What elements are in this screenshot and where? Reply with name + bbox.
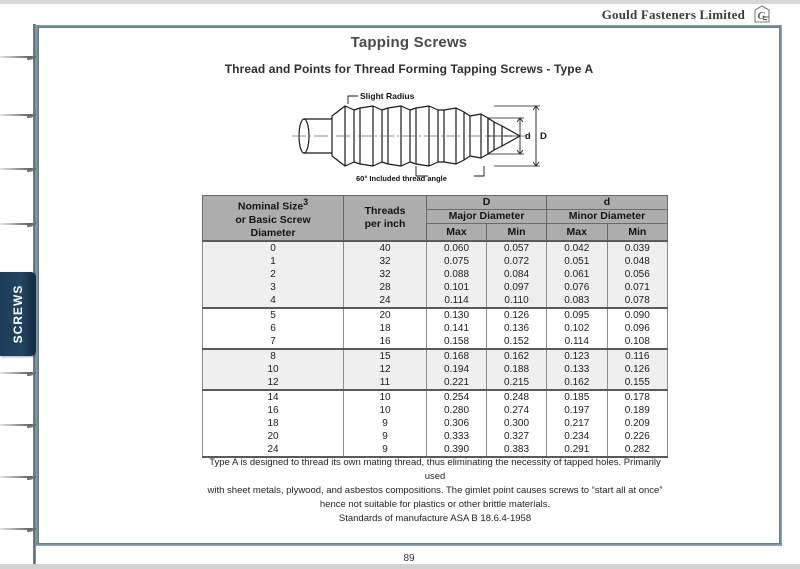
note-line-4: Standards of manufacture ASA B 18.6.4-1958 [338, 513, 532, 524]
col-header-nominal-size: Nominal Size$^3$ or Basic Screw Diameter [203, 196, 344, 241]
table-row [203, 322, 668, 335]
tab-divider [0, 114, 36, 116]
cell-threads-per-inch: 10 [344, 404, 427, 417]
col-header-major-max: Max [427, 223, 487, 241]
index-tab-rail [0, 4, 38, 564]
sidebar-tab-screws-label: SCREWS [11, 284, 25, 344]
sidebar-tab-screws[interactable] [0, 272, 36, 356]
cell-major-min: 0.097 [487, 281, 547, 294]
table-row [203, 294, 668, 308]
cell-major-min: 0.274 [487, 404, 547, 417]
cell-minor-min: 0.048 [607, 255, 668, 268]
cell-minor-max: 0.076 [547, 281, 607, 294]
table-header-row-1 [203, 196, 668, 210]
cell-major-min: 0.057 [487, 241, 547, 255]
col-header-major-diameter: Major Diameter [427, 209, 547, 223]
table-row [203, 268, 668, 281]
svg-text:G: G [757, 10, 766, 22]
cell-minor-min: 0.155 [607, 376, 668, 390]
cell-major-max: 0.333 [427, 430, 487, 443]
page-subtitle: Thread and Points for Thread Forming Tapping Screws - Type A [224, 62, 594, 76]
table-row [203, 281, 668, 294]
diagram-label-major-diameter: D [540, 131, 547, 142]
title-block [36, 34, 782, 76]
page-frame-right [779, 25, 782, 546]
cell-nominal-size: 6 [203, 322, 344, 335]
cell-nominal-size: 8 [203, 349, 344, 363]
cell-major-max: 0.114 [427, 294, 487, 308]
tab-divider [0, 476, 36, 478]
cell-threads-per-inch: 9 [344, 417, 427, 430]
cell-nominal-size: 18 [203, 417, 344, 430]
col-header-threads-per-inch: Threads per inch [344, 196, 427, 241]
cell-major-max: 0.075 [427, 255, 487, 268]
notes-block [202, 456, 668, 526]
cell-major-max: 0.141 [427, 322, 487, 335]
cell-major-min: 0.110 [487, 294, 547, 308]
cell-minor-max: 0.217 [547, 417, 607, 430]
cell-minor-max: 0.051 [547, 255, 607, 268]
company-name: Gould Fasteners Limited [601, 6, 745, 22]
col-header-minor-symbol: d [547, 196, 668, 210]
tapping-screw-spec-table [202, 195, 668, 458]
diagram-label-minor-diameter: d [525, 131, 531, 141]
cell-minor-min: 0.090 [607, 308, 668, 322]
cell-minor-min: 0.039 [607, 241, 668, 255]
footnote-marker: 3 [303, 197, 309, 207]
cell-major-max: 0.088 [427, 268, 487, 281]
cell-minor-min: 0.056 [607, 268, 668, 281]
table-row [203, 255, 668, 268]
cell-nominal-size: 16 [203, 404, 344, 417]
gould-fasteners-logo-icon [752, 5, 772, 24]
col-header-major-min: Min [487, 223, 547, 241]
diagram-label-thread-angle: 60° Included thread angle [356, 174, 447, 183]
cell-minor-min: 0.096 [607, 322, 668, 335]
table-row [203, 335, 668, 349]
table-row-group [203, 390, 668, 457]
table-row-group [203, 349, 668, 390]
note-line-3: hence not suitable for plastics or other brittle materials. [319, 499, 551, 510]
cell-minor-max: 0.061 [547, 268, 607, 281]
cell-minor-max: 0.291 [547, 443, 607, 457]
cell-major-max: 0.306 [427, 417, 487, 430]
company-header [36, 4, 782, 25]
cell-threads-per-inch: 32 [344, 268, 427, 281]
cell-minor-min: 0.078 [607, 294, 668, 308]
cell-threads-per-inch: 28 [344, 281, 427, 294]
cell-major-max: 0.101 [427, 281, 487, 294]
cell-minor-min: 0.189 [607, 404, 668, 417]
cell-nominal-size: 1 [203, 255, 344, 268]
cell-major-max: 0.158 [427, 335, 487, 349]
table-row [203, 404, 668, 417]
cell-threads-per-inch: 11 [344, 376, 427, 390]
cell-minor-max: 0.123 [547, 349, 607, 363]
cell-threads-per-inch: 12 [344, 363, 427, 376]
cell-major-max: 0.221 [427, 376, 487, 390]
cell-nominal-size: 0 [203, 241, 344, 255]
table-row [203, 390, 668, 404]
cell-nominal-size: 7 [203, 335, 344, 349]
col-header-major-symbol: D [427, 196, 547, 210]
cell-minor-min: 0.108 [607, 335, 668, 349]
cell-major-min: 0.248 [487, 390, 547, 404]
page-frame-bottom [36, 543, 782, 546]
cell-threads-per-inch: 40 [344, 241, 427, 255]
cell-major-max: 0.130 [427, 308, 487, 322]
diagram-label-slight-radius: Slight Radius [360, 91, 415, 101]
cell-threads-per-inch: 20 [344, 308, 427, 322]
cell-major-max: 0.280 [427, 404, 487, 417]
cell-nominal-size: 5 [203, 308, 344, 322]
cell-nominal-size: 12 [203, 376, 344, 390]
cell-nominal-size: 3 [203, 281, 344, 294]
tab-divider [0, 372, 36, 374]
cell-minor-max: 0.102 [547, 322, 607, 335]
cell-major-max: 0.060 [427, 241, 487, 255]
cell-minor-max: 0.162 [547, 376, 607, 390]
cell-threads-per-inch: 9 [344, 430, 427, 443]
cell-nominal-size: 24 [203, 443, 344, 457]
col-header-minor-diameter: Minor Diameter [547, 209, 668, 223]
cell-threads-per-inch: 32 [344, 255, 427, 268]
cell-minor-min: 0.178 [607, 390, 668, 404]
cell-nominal-size: 4 [203, 294, 344, 308]
cell-nominal-size: 20 [203, 430, 344, 443]
page-number: 89 [403, 553, 415, 564]
cell-major-min: 0.327 [487, 430, 547, 443]
table-row [203, 417, 668, 430]
cell-major-max: 0.194 [427, 363, 487, 376]
table-row [203, 241, 668, 255]
table-head [203, 196, 668, 241]
cell-threads-per-inch: 18 [344, 322, 427, 335]
cell-major-min: 0.084 [487, 268, 547, 281]
cell-major-min: 0.300 [487, 417, 547, 430]
table-row [203, 430, 668, 443]
page-title: Tapping Screws [350, 34, 468, 51]
cell-threads-per-inch: 9 [344, 443, 427, 457]
cell-minor-min: 0.226 [607, 430, 668, 443]
page-frame-left [36, 25, 39, 546]
cell-minor-max: 0.095 [547, 308, 607, 322]
cell-threads-per-inch: 16 [344, 335, 427, 349]
tab-divider [0, 424, 36, 426]
page-footer [36, 548, 782, 566]
cell-minor-min: 0.209 [607, 417, 668, 430]
cell-threads-per-inch: 15 [344, 349, 427, 363]
cell-major-max: 0.390 [427, 443, 487, 457]
cell-major-min: 0.215 [487, 376, 547, 390]
cell-major-min: 0.072 [487, 255, 547, 268]
cell-minor-max: 0.114 [547, 335, 607, 349]
cell-minor-max: 0.234 [547, 430, 607, 443]
table-row [203, 443, 668, 457]
cell-major-min: 0.126 [487, 308, 547, 322]
printed-page [36, 4, 782, 562]
spec-table-container [202, 195, 668, 458]
col-header-minor-max: Max [547, 223, 607, 241]
cell-major-max: 0.254 [427, 390, 487, 404]
cell-major-min: 0.136 [487, 322, 547, 335]
table-row [203, 363, 668, 376]
table-row [203, 349, 668, 363]
cell-threads-per-inch: 24 [344, 294, 427, 308]
table-row-group [203, 308, 668, 349]
col-header-minor-min: Min [607, 223, 668, 241]
table-row [203, 376, 668, 390]
table-row [203, 308, 668, 322]
tab-divider [0, 168, 36, 170]
cell-minor-min: 0.071 [607, 281, 668, 294]
page-frame-top [36, 25, 782, 28]
cell-minor-max: 0.185 [547, 390, 607, 404]
cell-nominal-size: 10 [203, 363, 344, 376]
tab-divider [0, 528, 36, 530]
cell-minor-min: 0.116 [607, 349, 668, 363]
cell-major-min: 0.188 [487, 363, 547, 376]
note-line-1: Type A is designed to thread its own mating thread, thus eliminating the necessity of tapped holes. Primarily used [209, 457, 661, 482]
cell-minor-max: 0.083 [547, 294, 607, 308]
tab-divider [0, 223, 36, 225]
cell-major-min: 0.383 [487, 443, 547, 457]
cell-major-max: 0.168 [427, 349, 487, 363]
cell-minor-max: 0.133 [547, 363, 607, 376]
note-line-2: with sheet metals, plywood, and asbestos compositions. The gimlet point causes screws to “start all at once” [207, 485, 663, 496]
cell-minor-min: 0.282 [607, 443, 668, 457]
tapping-screw-diagram [288, 86, 548, 186]
cell-major-min: 0.162 [487, 349, 547, 363]
cell-minor-max: 0.042 [547, 241, 607, 255]
table-row-group [203, 241, 668, 308]
cell-nominal-size: 2 [203, 268, 344, 281]
tab-divider [0, 56, 36, 58]
cell-minor-max: 0.197 [547, 404, 607, 417]
cell-minor-min: 0.126 [607, 363, 668, 376]
cell-nominal-size: 14 [203, 390, 344, 404]
cell-major-min: 0.152 [487, 335, 547, 349]
cell-threads-per-inch: 10 [344, 390, 427, 404]
